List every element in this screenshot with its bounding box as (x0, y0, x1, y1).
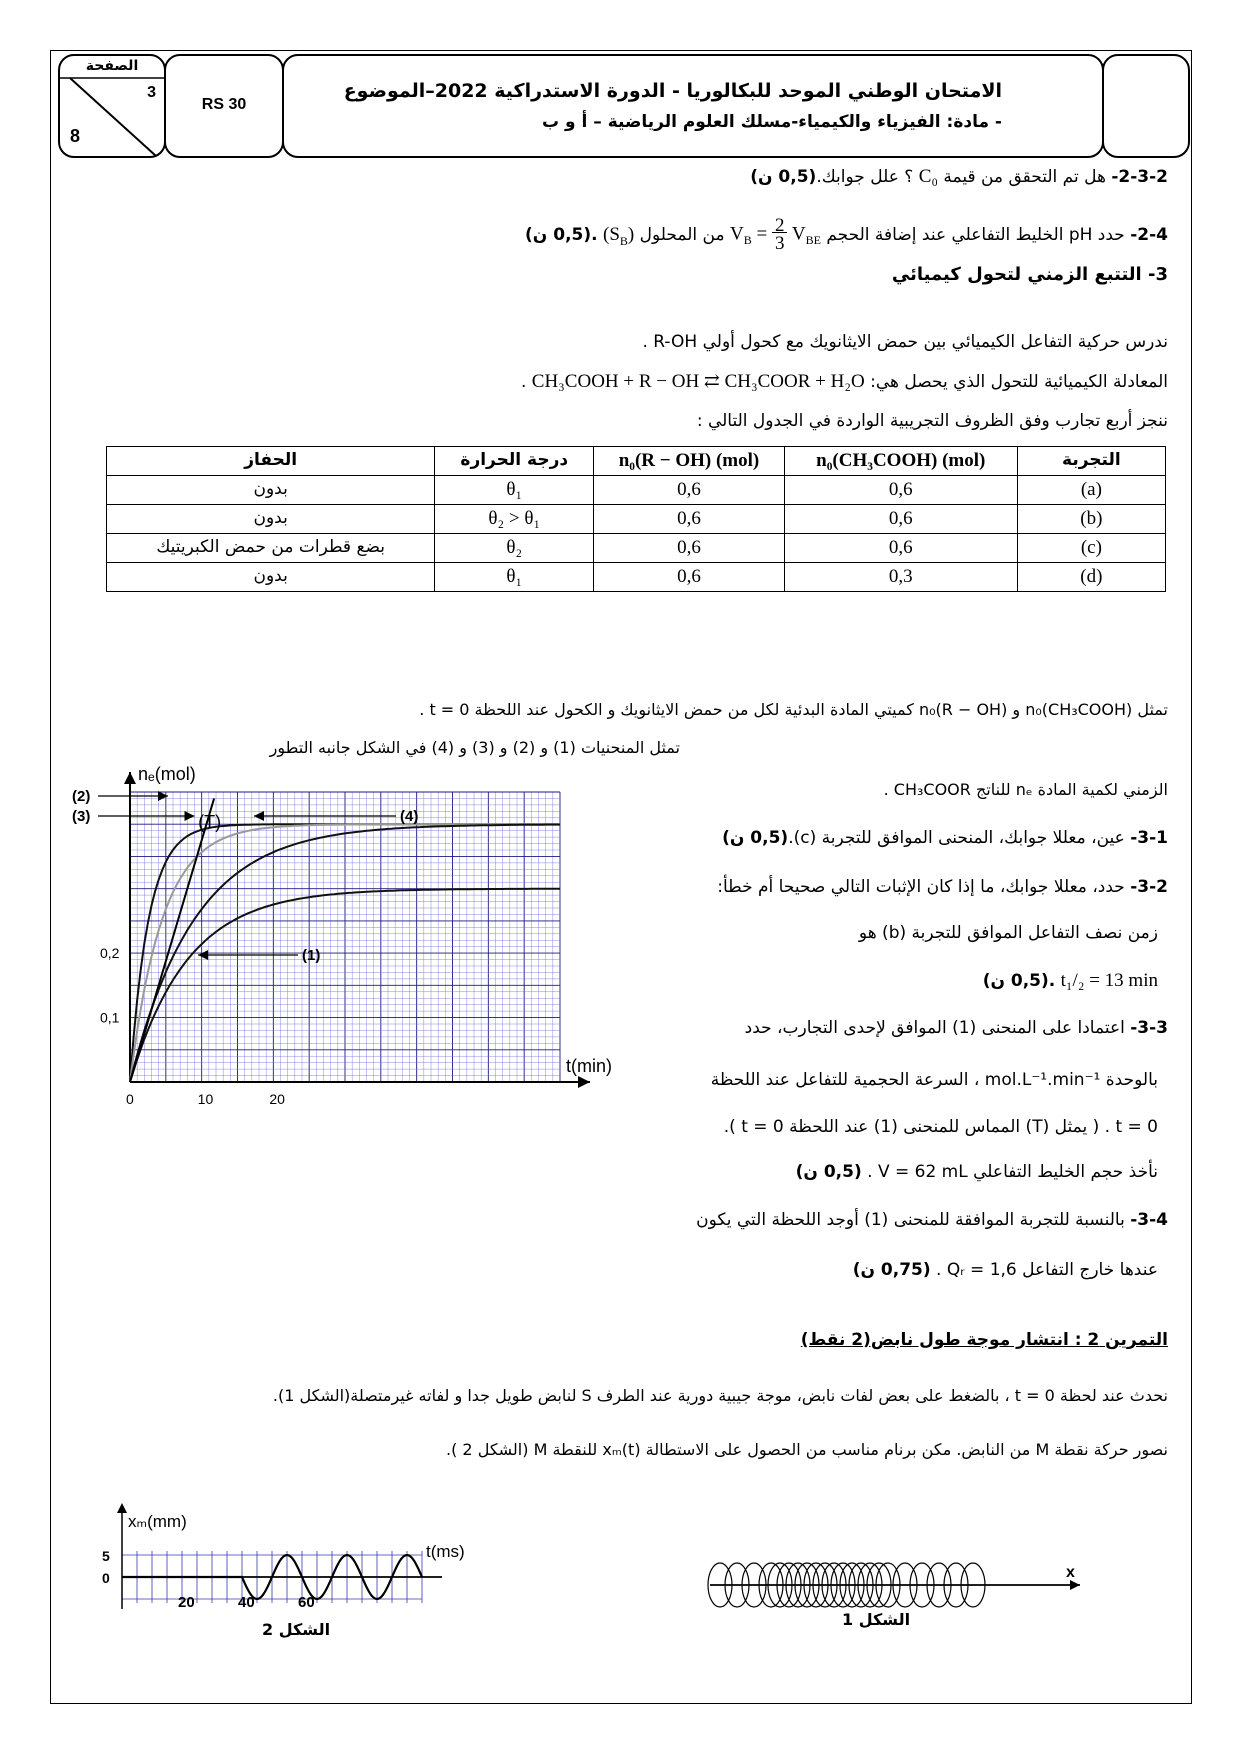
cell-acid: 0,3 (784, 563, 1017, 592)
exam-subject: - مادة: الفيزياء والكيمياء-مسلك العلوم الرياضية – أ و ب (542, 112, 1002, 132)
after-table-line-2: تمثل المنحنيات (1) و (2) و (3) و (4) في الشكل جانبه التطور (269, 738, 680, 757)
curve-label-4: (4) (400, 808, 419, 825)
exercise-2-title: التمرين 2 : انتشار موجة طول نابض(2 نقط) (800, 1330, 1168, 1350)
title-box (282, 54, 1104, 158)
cell-alcohol: 0,6 (594, 505, 785, 534)
question-2-4 (525, 217, 1168, 253)
x-tick-label: 0 (126, 1091, 134, 1107)
intro-line-2: المعادلة الكيميائية للتحول الذي يحصل هي: CH₃COOH + R − OH ⇄ CH₃COOR + H₂O . (520, 371, 1168, 392)
page-total: 8 (70, 126, 81, 146)
q-text: هل تم التحقق من قيمة (943, 167, 1106, 187)
col-experiment: التجربة (1017, 447, 1165, 476)
q-text: عندها خارج التفاعل Qᵣ = 1,6 . (936, 1260, 1158, 1280)
q-text: نأخذ حجم الخليط التفاعلي V = 62 mL . (867, 1162, 1158, 1182)
q-formula: $V_B = 2$ 3 $V_{BE}$ (729, 215, 821, 254)
kinetics-chart (70, 750, 612, 1230)
intro-line-1: ندرس حركية التفاعل الكيميائي بين حمض الايثانويك مع كحول أولي R-OH . (642, 332, 1168, 352)
q-points: (0,5 ن) (750, 167, 817, 187)
intro-line-3: ننجز أربع تجارب وفق الظروف التجريبية الواردة في الجدول التالي : (696, 411, 1168, 431)
x-tick-label: 10 (197, 1091, 214, 1107)
cell-temp: θ₂ > θ₁ (435, 505, 594, 534)
wave-x-tick: 60 (298, 1594, 315, 1611)
after-table-line-3: الزمني لكمية المادة nₑ للناتج CH₃COOR . (883, 780, 1168, 799)
wave-x-tick: 20 (178, 1594, 195, 1611)
q-text: حدد pH الخليط التفاعلي عند إضافة الحجم (826, 225, 1125, 245)
curve-label-2-arrow-head (158, 791, 168, 801)
q-points: (0,5 ن) (795, 1162, 862, 1182)
cell-acid: 0,6 (784, 505, 1017, 534)
table-row (107, 534, 1166, 563)
q-solution: $(S_B)$ (603, 224, 635, 248)
x-axis-arrow (578, 1076, 590, 1088)
exercise-2-line-2: نصور حركة نقطة M من النابض. مكن برنام مناسب من الحصول على الاستطالة xₘ(t) للنقطة M (الشكل 2 ). (446, 1440, 1168, 1459)
tangent-label: (T) (198, 812, 222, 833)
question-3-3-line-4 (796, 1162, 1158, 1182)
q-points: .(0,5 ن) (525, 225, 598, 245)
q-text: عين، معللا جوابك، المنحنى الموافق للتجربة (c). (788, 828, 1125, 848)
wave-y-label: xₘ(mm) (128, 1512, 187, 1531)
cell-exp: (d) (1017, 563, 1165, 592)
q-formula: t₁/₂ = 13 min (1060, 970, 1158, 991)
curve-label-2: (2) (72, 788, 91, 805)
q-points: (0,5 ن) (722, 828, 789, 848)
q-text-2: ؟ علل جوابك. (816, 167, 914, 187)
page-number: 3 (147, 84, 156, 101)
table-header-row (107, 447, 1166, 476)
cell-temp: θ₁ (435, 476, 594, 505)
col-catalyst: الحفاز (107, 447, 435, 476)
page-label: الصفحة (85, 58, 139, 74)
curve-label-3: (3) (72, 808, 91, 825)
q-number: 3-4- (1130, 1210, 1168, 1230)
subject-code: RS 30 (201, 96, 247, 113)
wave-y-tick: 5 (102, 1548, 110, 1564)
wave-chart (90, 1505, 560, 1665)
wave-y-tick: 0 (102, 1570, 110, 1586)
question-3-4 (696, 1210, 1168, 1230)
q-number: 2-4- (1130, 225, 1168, 245)
y-tick-label: 0,1 (100, 1009, 120, 1026)
cell-alcohol: 0,6 (594, 563, 785, 592)
cell-acid: 0,6 (784, 476, 1017, 505)
q-text: اعتمادا على المنحنى (1) الموافق لإحدى التجارب، حدد (744, 1018, 1125, 1038)
chemical-equation: CH₃COOH + R − OH ⇄ CH₃COOR + H₂O (531, 371, 865, 392)
cell-temp: θ₂ (435, 534, 594, 563)
q-text-2: من المحلول (639, 225, 725, 245)
curve-label-1: (1) (302, 947, 321, 964)
wave-x-label: t(ms) (426, 1542, 465, 1561)
col-alcohol: n₀(R − OH) (mol) (594, 447, 785, 476)
cell-exp: (c) (1017, 534, 1165, 563)
col-acid: n₀(CH₃COOH) (mol) (784, 447, 1017, 476)
cell-temp: θ₁ (435, 563, 594, 592)
question-3-1 (722, 828, 1168, 848)
q-number: 3-2- (1130, 877, 1168, 897)
after-table-line-1: تمثل n₀(CH₃COOH) و n₀(R − OH) كميتي المادة البدئية لكل من حمض الايثانويك و الكحول عند اللحظة t = 0 . (419, 700, 1168, 719)
q-points: .(0,5 ن) (982, 971, 1056, 991)
cell-exp: (a) (1017, 476, 1165, 505)
cell-catalyst: بدون (107, 505, 435, 534)
col-temperature: درجة الحرارة (435, 447, 594, 476)
cell-alcohol: 0,6 (594, 476, 785, 505)
equation-intro: المعادلة الكيميائية للتحول الذي يحصل هي: (870, 372, 1168, 392)
question-3-3-line-3: t = 0 . ( يمثل (T) المماس للمنحنى (1) عند اللحظة t = 0 ). (723, 1117, 1158, 1137)
cell-alcohol: 0,6 (594, 534, 785, 563)
q-number: 3-1- (1130, 828, 1168, 848)
exercise-2-line-1: نحدث عند لحظة t = 0 ، بالضغط على بعض لفات نابض، موجة جيبية دورية عند الطرف S لنابض طويل جدا و لفاته غيرمتصلة(الشكل 1). (272, 1386, 1168, 1405)
question-3-3-line-2: بالوحدة mol.L⁻¹.min⁻¹ ، السرعة الحجمية للتفاعل عند اللحظة (710, 1070, 1158, 1090)
table-row (107, 563, 1166, 592)
question-2-3-2 (750, 166, 1168, 188)
q-number: 3-3- (1130, 1018, 1168, 1038)
section-3-title: 3- التتبع الزمني لتحول كيميائي (891, 264, 1168, 285)
wave-y-arrow (117, 1503, 127, 1513)
y-tick-label: 0,2 (100, 945, 120, 962)
cell-acid: 0,6 (784, 534, 1017, 563)
question-3-2 (717, 877, 1168, 897)
cell-catalyst: بدون (107, 476, 435, 505)
spring-axis-label: x (1066, 1564, 1075, 1581)
page-number-box (58, 54, 166, 158)
y-axis-arrow (124, 772, 136, 784)
question-3-4-line-2 (853, 1260, 1158, 1280)
table-row (107, 505, 1166, 534)
figure-1-caption: الشكل 1 (842, 1610, 911, 1629)
curve-label-3-arrow-head (185, 811, 195, 821)
table-row (107, 476, 1166, 505)
exam-title: الامتحان الوطني الموحد للبكالوريا - الدورة الاستدراكية 2022–الموضوع (343, 80, 1002, 102)
q-text: بالنسبة للتجربة الموافقة للمنحنى (1) أوجد اللحظة التي يكون (696, 1210, 1125, 1230)
q-text: حدد، معللا جوابك، ما إذا كان الإثبات التالي صحيحا أم خطأ: (717, 877, 1125, 897)
x-axis-label: t(min) (566, 1056, 612, 1076)
corner-box (1102, 54, 1190, 158)
q-points: (0,75 ن) (852, 1260, 931, 1280)
question-3-2-line-2: زمن نصف التفاعل الموافق للتجربة (b) هو (858, 923, 1158, 943)
cell-catalyst: بدون (107, 563, 435, 592)
q-variable: C₀ (918, 166, 938, 187)
question-3-2-line-3 (983, 970, 1158, 992)
q-number: 2-3-2- (1111, 167, 1168, 187)
figure-2-caption: الشكل 2 (262, 1620, 331, 1639)
y-axis-label: nₑ(mol) (138, 764, 196, 784)
cell-exp: (b) (1017, 505, 1165, 534)
wave-x-tick: 40 (238, 1594, 255, 1611)
experiments-table (106, 446, 1166, 592)
cell-catalyst: بضع قطرات من حمض الكبريتيك (107, 534, 435, 563)
code-box (164, 54, 284, 158)
question-3-3 (745, 1018, 1168, 1038)
spring-axis-arrow (1070, 1580, 1080, 1590)
curve-label-1-arrow-head (198, 950, 208, 960)
x-tick-label: 20 (269, 1091, 285, 1107)
